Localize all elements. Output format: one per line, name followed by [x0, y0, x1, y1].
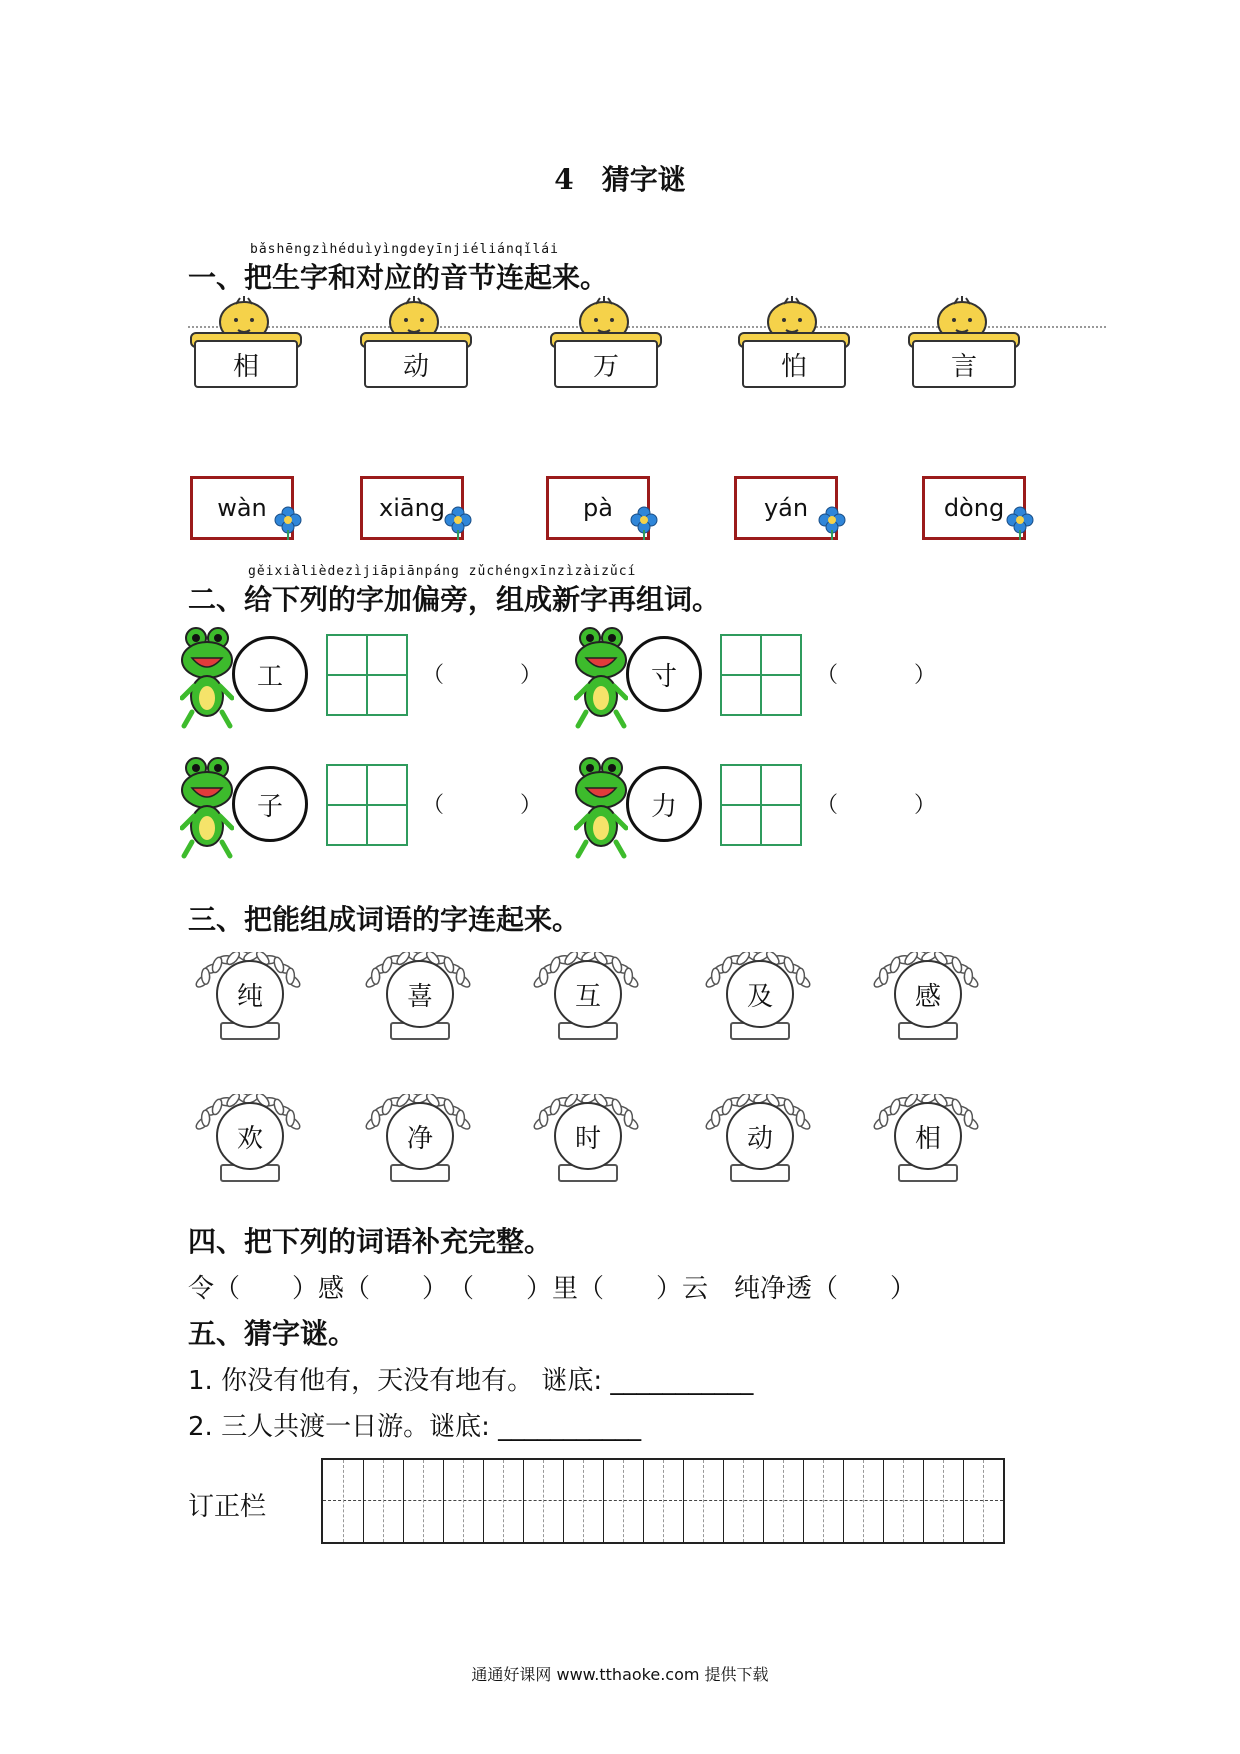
syllable-card[interactable] [546, 476, 650, 548]
riddle-1: 1. 你没有他有，天没有地有。 谜底: ___________ [188, 1366, 754, 1396]
section-5-heading: 五、猜字谜。 [188, 1317, 357, 1350]
correction-cell[interactable] [723, 1460, 764, 1542]
correction-label: 订正栏 [188, 1492, 267, 1522]
correction-cell[interactable] [643, 1460, 684, 1542]
wreath-character-text: 纯 [216, 960, 284, 1028]
syllable-card[interactable] [922, 476, 1026, 548]
frog-icon [574, 756, 628, 860]
syllable-card[interactable] [360, 476, 464, 548]
flower-icon [1006, 506, 1034, 540]
correction-cell[interactable] [763, 1460, 804, 1542]
correction-cell[interactable] [683, 1460, 724, 1542]
correction-cell[interactable] [323, 1460, 364, 1542]
wreath-character-text: 动 [726, 1102, 794, 1170]
correction-cell[interactable] [483, 1460, 524, 1542]
answer-paren-close: ） [914, 793, 937, 818]
correction-cell[interactable] [403, 1460, 444, 1542]
section-4-heading: 四、把下列的词语补充完整。 [188, 1225, 553, 1258]
wreath-character[interactable] [528, 1094, 648, 1190]
correction-cell[interactable] [363, 1460, 404, 1542]
character-box: 动 [364, 340, 468, 388]
wreath-character[interactable] [868, 1094, 988, 1190]
character-box: 万 [554, 340, 658, 388]
answer-paren-open: （ [816, 793, 839, 818]
character-card[interactable] [912, 296, 1016, 392]
character-card[interactable] [554, 296, 658, 392]
answer-paren-open: （ [422, 663, 445, 688]
answer-paren-close: ） [520, 793, 543, 818]
wreath-character-text: 欢 [216, 1102, 284, 1170]
character-card[interactable] [364, 296, 468, 392]
section-1-heading: 一、把生字和对应的音节连起来。 [188, 261, 609, 294]
correction-cell[interactable] [523, 1460, 564, 1542]
character-card[interactable] [742, 296, 846, 392]
writing-grid[interactable] [720, 634, 802, 716]
writing-grid[interactable] [326, 634, 408, 716]
writing-grid[interactable] [326, 764, 408, 846]
wreath-character[interactable] [190, 1094, 310, 1190]
character-box: 怕 [742, 340, 846, 388]
base-character-circle: 子 [232, 766, 308, 842]
answer-paren-open: （ [816, 663, 839, 688]
page-title: 4 猜字谜 [554, 163, 686, 196]
syllable-box: xiāng [360, 476, 464, 540]
section-2-heading: 二、给下列的字加偏旁，组成新字再组词。 [188, 583, 721, 616]
flower-icon [630, 506, 658, 540]
wreath-character[interactable] [700, 952, 820, 1048]
correction-cell[interactable] [603, 1460, 644, 1542]
frog-icon [180, 626, 234, 730]
flower-icon [818, 506, 846, 540]
answer-paren-open: （ [422, 793, 445, 818]
character-box: 言 [912, 340, 1016, 388]
wreath-character-text: 及 [726, 960, 794, 1028]
base-character-circle: 力 [626, 766, 702, 842]
wreath-character[interactable] [360, 952, 480, 1048]
syllable-card[interactable] [190, 476, 294, 548]
base-character-circle: 工 [232, 636, 308, 712]
flower-icon [274, 506, 302, 540]
wreath-character[interactable] [700, 1094, 820, 1190]
syllable-box: yán [734, 476, 838, 540]
wreath-character[interactable] [360, 1094, 480, 1190]
correction-cell[interactable] [803, 1460, 844, 1542]
correction-cell[interactable] [883, 1460, 924, 1542]
correction-cell[interactable] [843, 1460, 884, 1542]
syllable-box: wàn [190, 476, 294, 540]
wreath-character-text: 互 [554, 960, 622, 1028]
character-card[interactable] [194, 296, 298, 392]
answer-paren-close: ） [520, 663, 543, 688]
section-1-pinyin: bǎshēngzìhéduìyìngdeyīnjiéliánqǐlái [250, 242, 559, 257]
syllable-card[interactable] [734, 476, 838, 548]
correction-cell[interactable] [963, 1460, 1004, 1542]
section-4-line: 令（ ）感（ ） （ ）里（ ）云 纯净透（ ） [188, 1274, 917, 1304]
wreath-character-text: 净 [386, 1102, 454, 1170]
wreath-character[interactable] [190, 952, 310, 1048]
wreath-character-text: 时 [554, 1102, 622, 1170]
wreath-character[interactable] [528, 952, 648, 1048]
footer-credit: 通通好课网 www.tthaoke.com 提供下载 [471, 1665, 769, 1684]
wreath-character-text: 喜 [386, 960, 454, 1028]
character-box: 相 [194, 340, 298, 388]
riddle-2: 2. 三人共渡一日游。谜底: ___________ [188, 1412, 642, 1442]
correction-cell[interactable] [443, 1460, 484, 1542]
frog-icon [180, 756, 234, 860]
correction-cell[interactable] [923, 1460, 964, 1542]
syllable-box: pà [546, 476, 650, 540]
correction-grid[interactable] [321, 1458, 1005, 1544]
section-2-pinyin: gěixiàlièdezìjiāpiānpáng zǔchéngxīnzìzàizǔcí [248, 564, 637, 579]
wreath-character[interactable] [868, 952, 988, 1048]
writing-grid[interactable] [720, 764, 802, 846]
frog-icon [574, 626, 628, 730]
base-character-circle: 寸 [626, 636, 702, 712]
wreath-character-text: 感 [894, 960, 962, 1028]
wreath-character-text: 相 [894, 1102, 962, 1170]
syllable-box: dòng [922, 476, 1026, 540]
flower-icon [444, 506, 472, 540]
section-3-heading: 三、把能组成词语的字连起来。 [188, 903, 581, 936]
correction-cell[interactable] [563, 1460, 604, 1542]
answer-paren-close: ） [914, 663, 937, 688]
